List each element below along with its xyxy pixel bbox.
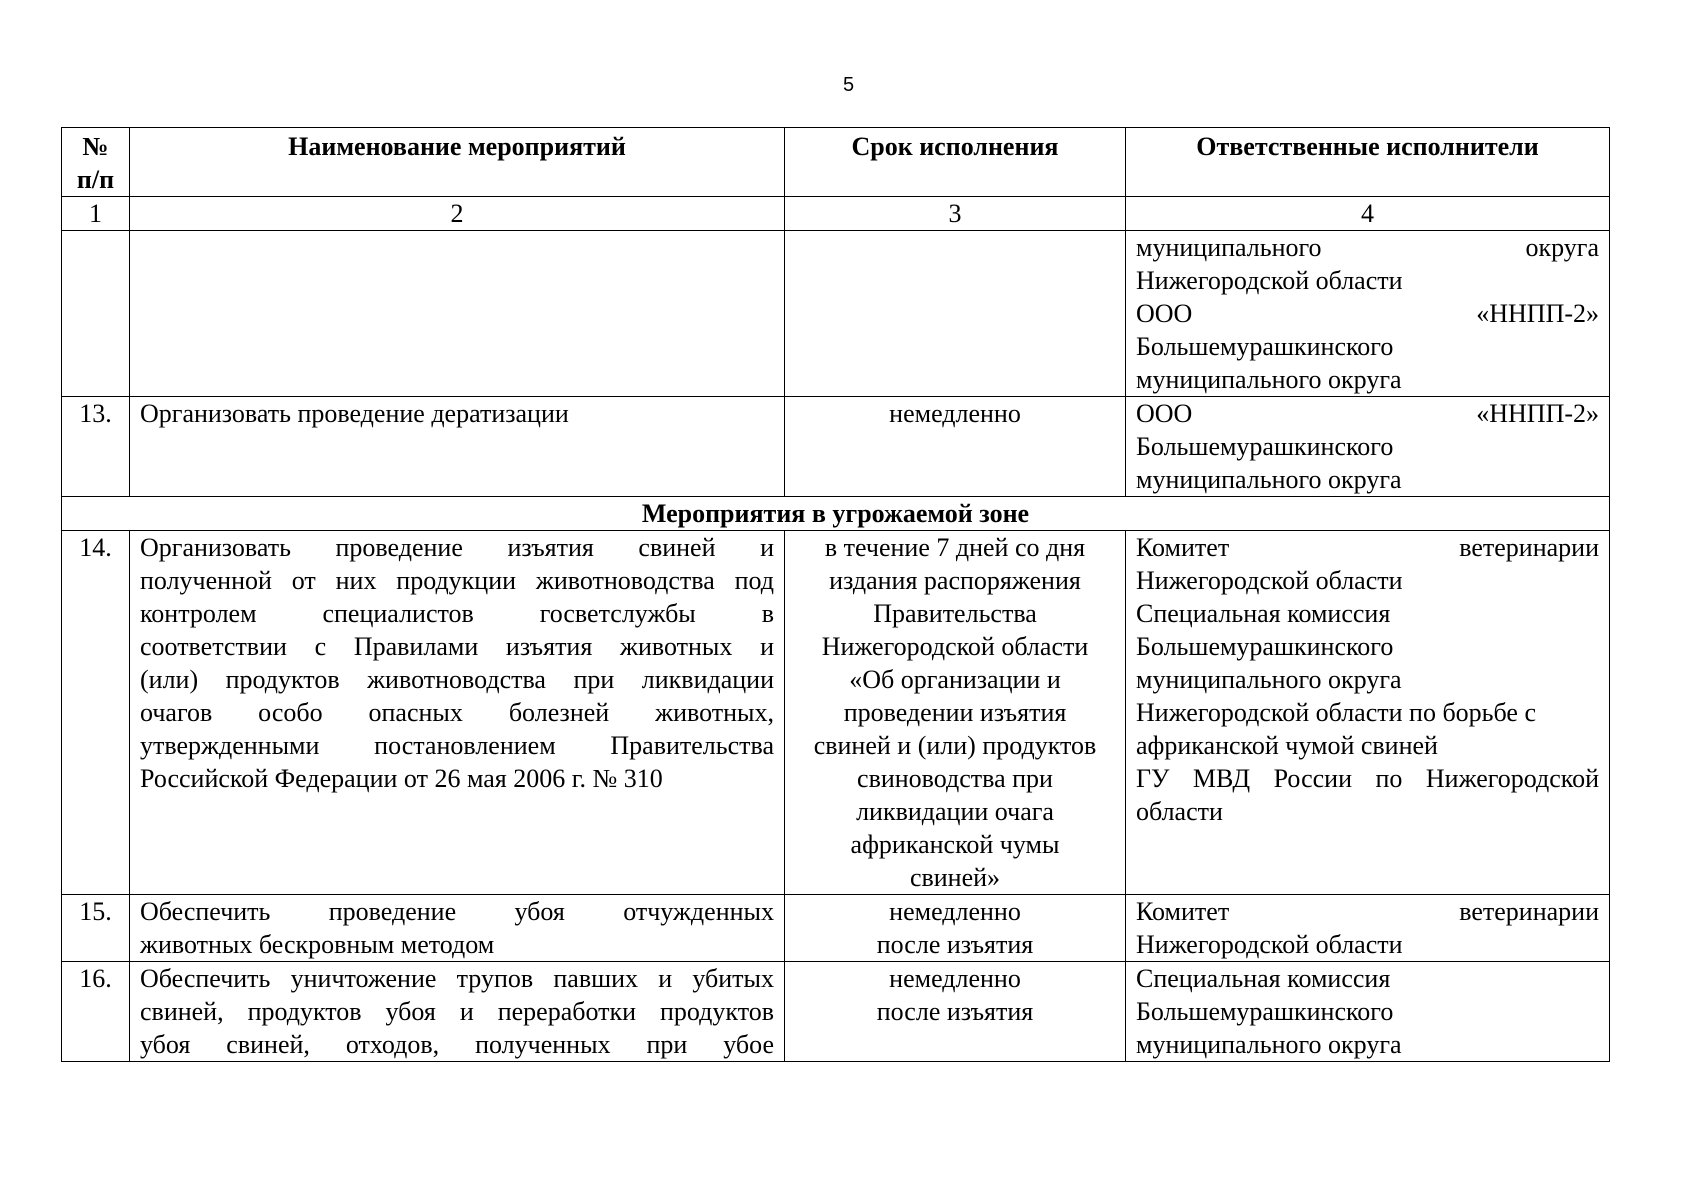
cell-line: свиней и (или) продуктов xyxy=(813,731,1097,760)
cell-line: ликвидации очага xyxy=(856,797,1054,826)
section-body xyxy=(62,497,1610,531)
cell-line: муниципального округа xyxy=(1136,465,1402,494)
cell-line: свиноводства при xyxy=(857,764,1053,793)
cell-line: Большемурашкинского xyxy=(1136,332,1394,361)
column-index: 1 xyxy=(62,197,130,231)
measure-term xyxy=(785,962,1126,1062)
row-number: 16. xyxy=(62,962,130,1062)
cell-line: соответствии с Правилами изъятия животных и xyxy=(140,632,774,661)
table-row xyxy=(62,231,1610,397)
cell-line: Нижегородской области xyxy=(1136,566,1403,595)
cell-line: Обеспечить уничтожение трупов павших и убитых xyxy=(140,964,774,993)
measure-name xyxy=(130,895,785,962)
cell-line: африканской чумой свиней xyxy=(1136,731,1438,760)
cell-line: Большемурашкинского xyxy=(1136,632,1394,661)
column-index: 2 xyxy=(130,197,785,231)
measures-table xyxy=(61,127,1610,1062)
cell-line: ООО «ННПП-2» xyxy=(1136,299,1599,328)
measure-term xyxy=(785,895,1126,962)
cell-line: (или) продуктов животноводства при ликвидации xyxy=(140,665,774,694)
column-index-row xyxy=(62,197,1610,231)
cell-line: животных бескровным методом xyxy=(140,930,495,959)
cell-line: Российской Федерации от 26 мая 2006 г. № 310 xyxy=(140,764,663,793)
table-row xyxy=(62,962,1610,1062)
cell-line: очагов особо опасных болезней животных, xyxy=(140,698,774,727)
measure-name xyxy=(130,231,785,397)
cell-line: муниципального округа xyxy=(1136,1030,1402,1059)
cell-line: свиней, продуктов убоя и переработки продуктов xyxy=(140,997,774,1026)
cell-line: Нижегородской области xyxy=(1136,266,1403,295)
measure-term xyxy=(785,231,1126,397)
section-row xyxy=(62,497,1610,531)
cell-line: Организовать проведение дератизации xyxy=(140,399,569,428)
cell-line: области xyxy=(1136,797,1223,826)
cell-line: Большемурашкинского xyxy=(1136,432,1394,461)
table-body-part-1 xyxy=(62,231,1610,497)
cell-line: муниципального округа xyxy=(1136,365,1402,394)
measure-responsible xyxy=(1126,962,1610,1062)
cell-line: Комитет ветеринарии xyxy=(1136,897,1599,926)
cell-line: контролем специалистов госветслужбы в xyxy=(140,599,774,628)
cell-line: немедленно xyxy=(889,897,1021,926)
section-title: Мероприятия в угрожаемой зоне xyxy=(62,497,1610,531)
cell-line: Специальная комиссия xyxy=(1136,599,1391,628)
header-term: Срок исполнения xyxy=(785,128,1126,197)
cell-line: Нижегородской области xyxy=(821,632,1089,661)
cell-line: Специальная комиссия xyxy=(1136,964,1391,993)
cell-line: после изъятия xyxy=(876,930,1034,959)
table-row xyxy=(62,895,1610,962)
measure-responsible xyxy=(1126,531,1610,895)
table-row xyxy=(62,397,1610,497)
cell-line: Нижегородской области xyxy=(1136,930,1403,959)
row-number: 14. xyxy=(62,531,130,895)
row-number xyxy=(62,231,130,397)
measure-term xyxy=(785,397,1126,497)
cell-line: Обеспечить проведение убоя отчужденных xyxy=(140,897,774,926)
table-row xyxy=(62,531,1610,895)
cell-line: убоя свиней, отходов, полученных при убое xyxy=(140,1030,774,1059)
measure-name xyxy=(130,531,785,895)
measure-name xyxy=(130,962,785,1062)
cell-line: муниципального округа xyxy=(1136,665,1402,694)
cell-line: Правительства xyxy=(873,599,1037,628)
cell-line: африканской чумы xyxy=(850,830,1060,859)
cell-line: после изъятия xyxy=(876,997,1034,1026)
cell-line: Нижегородской области по борьбе с xyxy=(1136,698,1536,727)
row-number: 13. xyxy=(62,397,130,497)
measure-responsible xyxy=(1126,231,1610,397)
cell-line: свиней» xyxy=(909,863,1001,892)
header-responsible: Ответственные исполнители xyxy=(1126,128,1610,197)
cell-line: издания распоряжения xyxy=(829,566,1081,595)
cell-line: Комитет ветеринарии xyxy=(1136,533,1599,562)
row-number: 15. xyxy=(62,895,130,962)
column-index: 3 xyxy=(785,197,1126,231)
header-name: Наименование мероприятий xyxy=(130,128,785,197)
cell-line: «Об организации и xyxy=(849,665,1061,694)
cell-line: ГУ МВД России по Нижегородской xyxy=(1136,764,1599,793)
cell-line: муниципального округа xyxy=(1136,233,1599,262)
cell-line: Организовать проведение изъятия свиней и xyxy=(140,533,774,562)
table-body-part-2 xyxy=(62,531,1610,1062)
table-header-row xyxy=(62,128,1610,197)
header-num: № п/п xyxy=(62,128,130,197)
cell-line: ООО «ННПП-2» xyxy=(1136,399,1599,428)
measure-responsible xyxy=(1126,397,1610,497)
column-index: 4 xyxy=(1126,197,1610,231)
cell-line: немедленно xyxy=(889,964,1021,993)
cell-line: в течение 7 дней со дня xyxy=(824,533,1086,562)
cell-line: Большемурашкинского xyxy=(1136,997,1394,1026)
cell-line: проведении изъятия xyxy=(843,698,1067,727)
page-number: 5 xyxy=(842,74,855,96)
cell-line: утвержденными постановлением Правительства xyxy=(140,731,774,760)
measure-responsible xyxy=(1126,895,1610,962)
measure-name xyxy=(130,397,785,497)
cell-line: немедленно xyxy=(889,399,1021,428)
measure-term xyxy=(785,531,1126,895)
cell-line: полученной от них продукции животноводства под xyxy=(140,566,774,595)
